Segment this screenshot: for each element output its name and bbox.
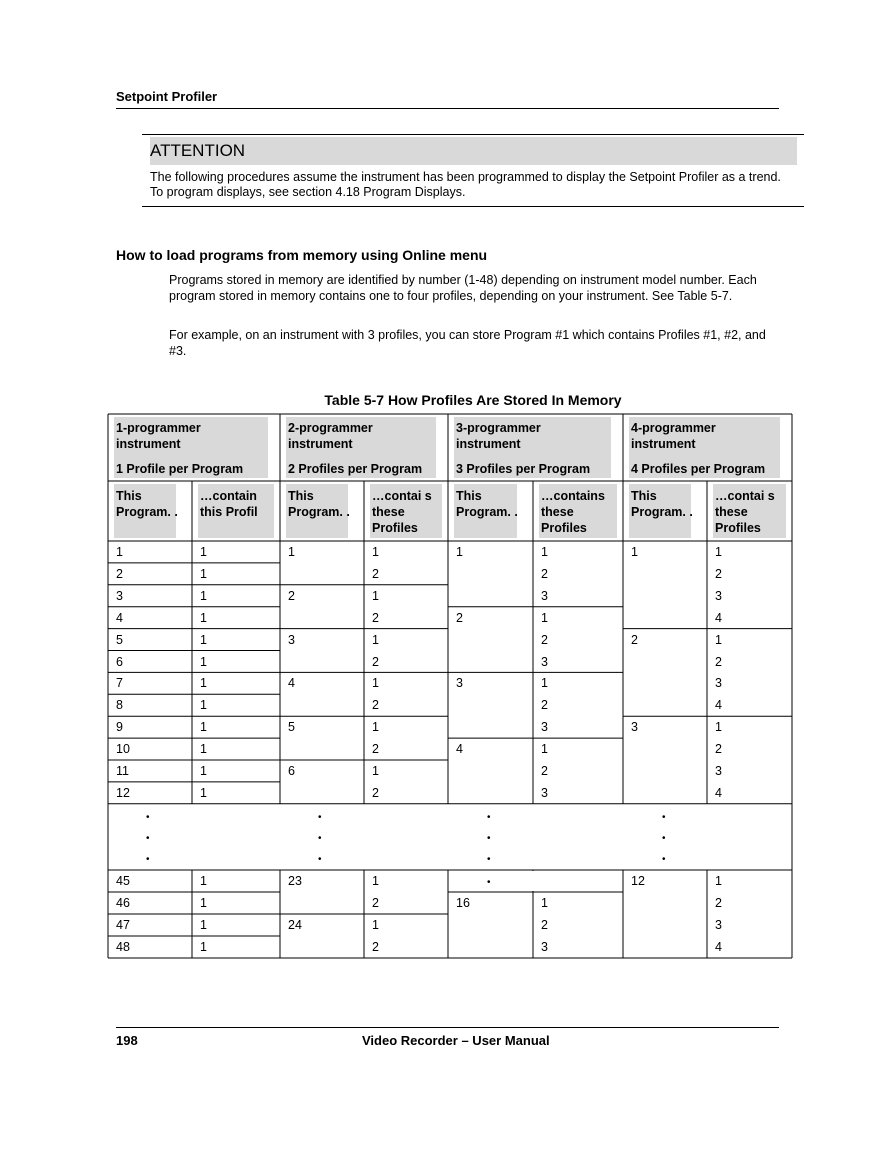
profile-number: 4 — [715, 698, 722, 713]
profile-number: 1 — [200, 720, 207, 735]
profile-number: 1 — [200, 940, 207, 954]
footer-title: Video Recorder – User Manual — [362, 1033, 550, 1048]
attention-bottom-rule — [142, 206, 804, 207]
program-number: 10 — [116, 742, 130, 757]
profile-number: 2 — [715, 654, 722, 669]
profile-number: 1 — [372, 720, 379, 735]
program-number: 6 — [288, 764, 295, 778]
profile-number: 1 — [715, 874, 722, 888]
profile-number: 4 — [715, 785, 722, 800]
profile-number: 3 — [715, 588, 722, 603]
column-header-program: Program. . — [116, 505, 178, 519]
profile-number: 3 — [541, 720, 548, 735]
profiles-per-program: 3 Profiles per Program — [456, 462, 591, 476]
program-number: 7 — [116, 676, 123, 691]
program-number: 2 — [456, 610, 463, 625]
profile-number: 1 — [541, 896, 548, 910]
attention-top-rule — [142, 134, 804, 135]
profile-number: 1 — [200, 545, 207, 559]
program-number: 5 — [288, 720, 295, 735]
column-header-program: This — [288, 489, 314, 503]
program-number: 45 — [116, 874, 130, 888]
profile-number: 2 — [541, 698, 548, 713]
program-number: 12 — [116, 785, 130, 800]
program-number: 6 — [116, 654, 123, 669]
program-number: 11 — [116, 764, 129, 778]
column-header-program: This — [116, 489, 142, 503]
profile-number: 1 — [200, 742, 207, 757]
column-header-profile: …contai s — [715, 489, 775, 503]
profile-number: 3 — [541, 588, 548, 603]
program-number: 2 — [631, 632, 638, 647]
group-name-line2: instrument — [631, 437, 696, 451]
group-name: 4-programmer — [631, 421, 716, 435]
profile-number: 1 — [541, 610, 548, 625]
ellipsis-dot: • — [318, 833, 322, 844]
ellipsis-dot: • — [487, 812, 491, 823]
program-number: 4 — [116, 610, 123, 625]
profile-number: 1 — [372, 918, 379, 932]
attention-heading: ATTENTION — [150, 141, 246, 160]
ellipsis-dot: • — [487, 877, 491, 888]
column-header-program: Program. . — [288, 505, 350, 519]
profile-number: 2 — [372, 742, 379, 757]
program-number: 4 — [456, 742, 463, 757]
profiles-per-program: 2 Profiles per Program — [288, 462, 423, 476]
column-header-program: Program. . — [631, 505, 693, 519]
program-number: 3 — [631, 720, 638, 735]
profile-number: 1 — [541, 742, 548, 757]
ellipsis-dot: • — [146, 833, 150, 844]
profile-number: 2 — [372, 785, 379, 800]
profile-number: 2 — [715, 742, 722, 757]
program-number: 1 — [116, 545, 123, 559]
section-heading: How to load programs from memory using Online menu — [116, 247, 488, 263]
profile-number: 2 — [541, 632, 548, 647]
attention-text: The following procedures assume the instrument has been programmed to display the Setpoint Profiler as a trend. To program displays, see section 4.18 Program Displays. — [150, 170, 781, 199]
profiles-per-program: 4 Profiles per Program — [631, 462, 766, 476]
profile-number: 1 — [200, 896, 207, 910]
profile-number: 2 — [715, 566, 722, 581]
profile-number: 2 — [372, 698, 379, 713]
ellipsis-dot: • — [487, 854, 491, 865]
profile-number: 1 — [715, 545, 722, 559]
program-number: 3 — [116, 588, 123, 603]
profile-number: 2 — [372, 896, 379, 910]
profile-number: 1 — [200, 654, 207, 669]
profile-number: 1 — [200, 698, 207, 713]
profile-number: 1 — [715, 720, 722, 735]
group-name: 2-programmer — [288, 421, 373, 435]
profile-number: 1 — [200, 785, 207, 800]
profile-number: 1 — [372, 632, 379, 647]
page-number: 198 — [116, 1033, 138, 1048]
profile-number: 2 — [541, 566, 548, 581]
profile-number: 1 — [200, 676, 207, 691]
footer-rule — [116, 1027, 779, 1028]
profile-number: 1 — [200, 610, 207, 625]
profile-number: 3 — [541, 785, 548, 800]
profile-number: 3 — [715, 918, 722, 932]
profile-number: 2 — [372, 566, 379, 581]
program-number: 47 — [116, 918, 130, 932]
table-caption: Table 5-7 How Profiles Are Stored In Memory — [324, 392, 622, 408]
program-number: 3 — [288, 632, 295, 647]
profile-number: 1 — [200, 632, 207, 647]
program-number: 2 — [116, 566, 123, 581]
profiles-per-program: 1 Profile per Program — [116, 462, 244, 476]
profile-number: 1 — [715, 632, 722, 647]
program-number: 3 — [456, 676, 463, 691]
profile-number: 2 — [372, 654, 379, 669]
column-header-program: Program. . — [456, 505, 518, 519]
profile-number: 4 — [715, 940, 722, 954]
column-header-profile: …contai s — [372, 489, 432, 503]
attention-heading-band — [150, 137, 797, 165]
column-header-profile: Profiles — [372, 521, 418, 535]
column-header-profile: these — [541, 505, 574, 519]
program-number: 2 — [288, 588, 295, 603]
program-number: 4 — [288, 676, 295, 691]
profile-number: 3 — [715, 764, 722, 778]
program-number: 9 — [116, 720, 123, 735]
column-header-program: This — [631, 489, 657, 503]
profile-number: 3 — [541, 940, 548, 954]
group-name-line2: instrument — [288, 437, 353, 451]
profile-number: 1 — [200, 918, 207, 932]
column-header-profile: these — [372, 505, 405, 519]
profile-number: 2 — [715, 896, 722, 910]
group-name: 3-programmer — [456, 421, 541, 435]
program-number: 1 — [631, 545, 638, 559]
profile-number: 1 — [200, 566, 207, 581]
column-header-program: This — [456, 489, 482, 503]
ellipsis-dot: • — [662, 812, 666, 823]
ellipsis-dot: • — [318, 854, 322, 865]
program-number: 1 — [288, 545, 295, 559]
ellipsis-dot: • — [662, 833, 666, 844]
program-number: 24 — [288, 918, 302, 932]
ellipsis-dot: • — [146, 854, 150, 865]
column-header-profile: this Profil — [200, 505, 258, 519]
profile-number: 1 — [372, 588, 379, 603]
paragraph-example: For example, on an instrument with 3 profiles, you can store Program #1 which contains Profiles #1, #2, and #3. — [169, 328, 766, 358]
profile-number: 2 — [541, 764, 548, 778]
ellipsis-dot: • — [487, 833, 491, 844]
ellipsis-dot: • — [662, 854, 666, 865]
profile-number: 1 — [372, 676, 379, 691]
column-header-profile: …contains — [541, 489, 605, 503]
program-number: 46 — [116, 896, 130, 910]
profile-number: 1 — [372, 545, 379, 559]
header-rule — [116, 108, 779, 109]
program-number: 16 — [456, 896, 470, 910]
group-name-line2: instrument — [116, 437, 181, 451]
column-header-profile: Profiles — [541, 521, 587, 535]
profile-number: 1 — [200, 874, 207, 888]
column-header-profile: …contain — [200, 489, 257, 503]
profile-number: 2 — [372, 610, 379, 625]
profile-number: 3 — [715, 676, 722, 691]
profile-number: 4 — [715, 610, 722, 625]
ellipsis-dot: • — [146, 812, 150, 823]
profile-number: 1 — [541, 676, 548, 691]
program-number: 8 — [116, 698, 123, 713]
profile-number: 1 — [200, 588, 207, 603]
program-number: 1 — [456, 545, 463, 559]
profile-number: 1 — [541, 545, 548, 559]
program-number: 48 — [116, 940, 130, 954]
profile-number: 1 — [372, 764, 379, 778]
profile-number: 3 — [541, 654, 548, 669]
program-number: 23 — [288, 874, 302, 888]
profile-number: 1 — [372, 874, 379, 888]
profile-number: 2 — [541, 918, 548, 932]
running-header: Setpoint Profiler — [116, 89, 218, 104]
paragraph-programs: Programs stored in memory are identified by number (1-48) depending on instrument model number. Each program stored in memory contains one to four profiles, depending on your instrument. See Table 5-7. — [169, 273, 757, 303]
ellipsis-dot: • — [318, 812, 322, 823]
group-name: 1-programmer — [116, 421, 201, 435]
group-name-line2: instrument — [456, 437, 521, 451]
program-number: 5 — [116, 632, 123, 647]
column-header-profile: these — [715, 505, 748, 519]
profile-number: 1 — [200, 764, 207, 778]
profile-number: 2 — [372, 940, 379, 954]
column-header-profile: Profiles — [715, 521, 761, 535]
program-number: 12 — [631, 874, 645, 888]
